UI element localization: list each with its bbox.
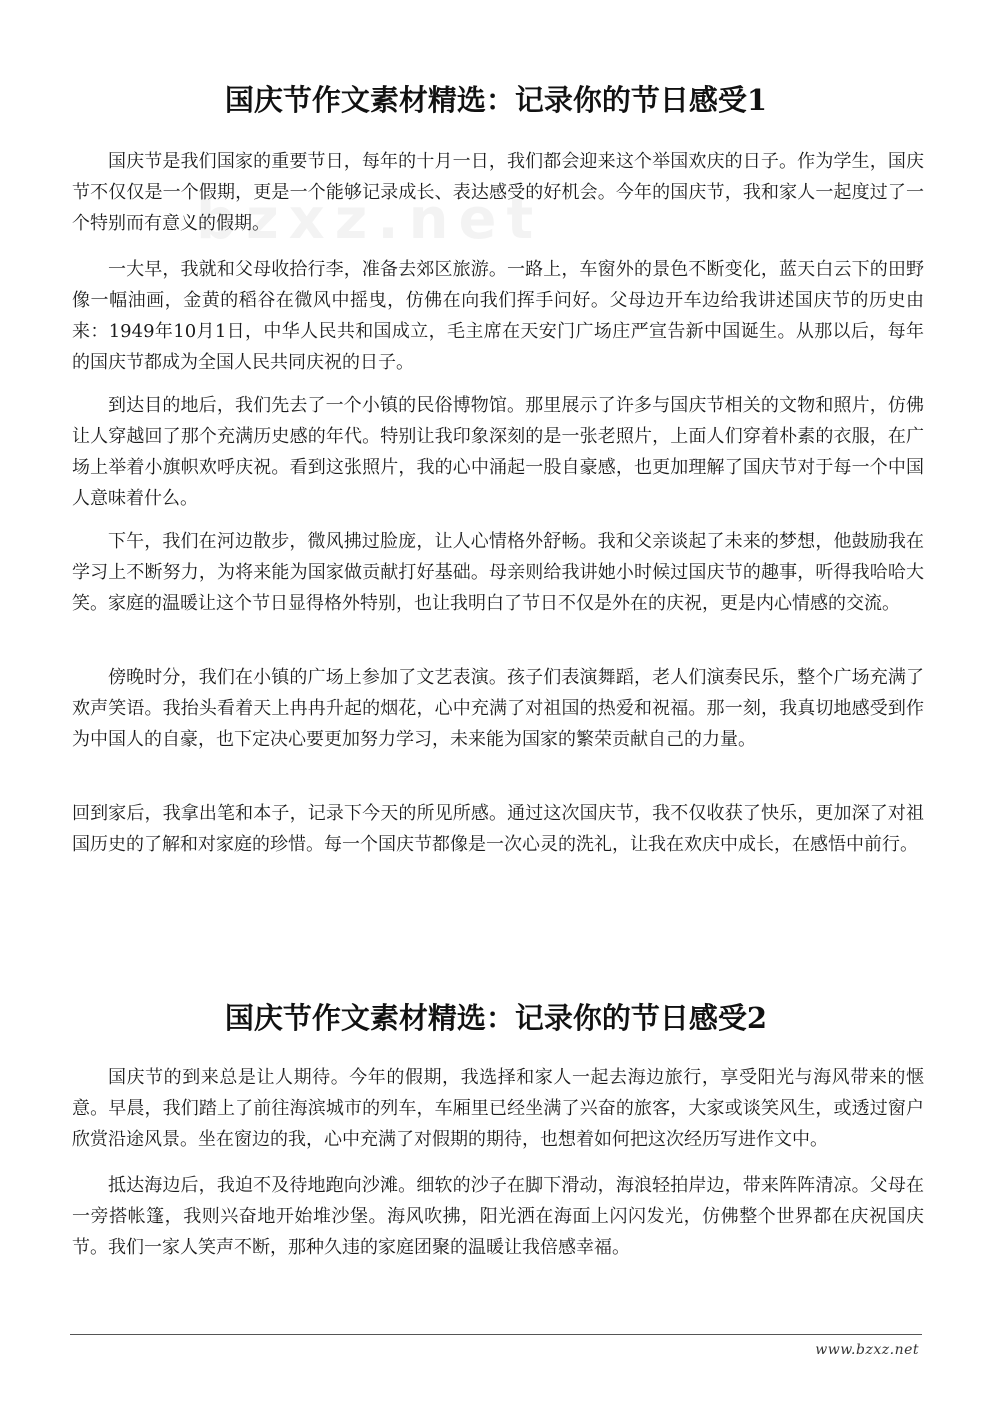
section-1-paragraph-5: 傍晚时分，我们在小镇的广场上参加了文艺表演。孩子们表演舞蹈，老人们演奏民乐，整个广场充满了欢声笑语。我抬头看着天上冉冉升起的烟花，心中充满了对祖国的热爱和祝福。那一刻，我真切地感受到作为中国人的自豪，也下定决心要更加努力学习，未来能为国家的繁荣贡献自己的力量。	[72, 667, 924, 750]
section-1-paragraph-6: 回到家后，我拿出笔和本子，记录下今天的所见所感。通过这次国庆节，我不仅收获了快乐，更加深了对祖国历史的了解和对家庭的珍惜。每一个国庆节都像是一次心灵的洗礼，让我在欢庆中成长，在感悟中前行。	[72, 803, 924, 855]
section-1-title: 国庆节作文素材精选：记录你的节日感受1	[224, 83, 768, 117]
section-2-paragraph-2: 抵达海边后，我迫不及待地跑向沙滩。细软的沙子在脚下滑动，海浪轻拍岸边，带来阵阵清凉。父母在一旁搭帐篷，我则兴奋地开始堆沙堡。海风吹拂，阳光洒在海面上闪闪发光，仿佛整个世界都在庆祝国庆节。我们一家人笑声不断，那种久违的家庭团聚的温暖让我倍感幸福。	[72, 1175, 924, 1258]
section-2-title: 国庆节作文素材精选：记录你的节日感受2	[224, 1001, 768, 1035]
footer-divider	[70, 1334, 922, 1335]
section-1-paragraph-4: 下午，我们在河边散步，微风拂过脸庞，让人心情格外舒畅。我和父亲谈起了未来的梦想，他鼓励我在学习上不断努力，为将来能为国家做贡献打好基础。母亲则给我讲她小时候过国庆节的趣事，听得我哈哈大笑。家庭的温暖让这个节日显得格外特别，也让我明白了节日不仅是外在的庆祝，更是内心情感的交流。	[72, 531, 924, 614]
section-1-paragraph-2: 一大早，我就和父母收拾行李，准备去郊区旅游。一路上，车窗外的景色不断变化，蓝天白云下的田野像一幅油画，金黄的稻谷在微风中摇曳，仿佛在向我们挥手问好。父母边开车边给我讲述国庆节的历史由来：1949年10月1日，中华人民共和国成立，毛主席在天安门广场庄严宣告新中国诞生。从那以后，每年的国庆节都成为全国人民共同庆祝的日子。	[72, 259, 924, 373]
section-1-paragraph-3: 到达目的地后，我们先去了一个小镇的民俗博物馆。那里展示了许多与国庆节相关的文物和照片，仿佛让人穿越回了那个充满历史感的年代。特别让我印象深刻的是一张老照片，上面人们穿着朴素的衣服，在广场上举着小旗帜欢呼庆祝。看到这张照片，我的心中涌起一股自豪感，也更加理解了国庆节对于每一个中国人意味着什么。	[72, 395, 924, 509]
section-1-paragraph-1: 国庆节是我们国家的重要节日，每年的十月一日，我们都会迎来这个举国欢庆的日子。作为学生，国庆节不仅仅是一个假期，更是一个能够记录成长、表达感受的好机会。今年的国庆节，我和家人一起度过了一个特别而有意义的假期。	[72, 151, 924, 234]
section-2-paragraph-1: 国庆节的到来总是让人期待。今年的假期，我选择和家人一起去海边旅行，享受阳光与海风带来的惬意。早晨，我们踏上了前往海滨城市的列车，车厢里已经坐满了兴奋的旅客，大家或谈笑风生，或透过窗户欣赏沿途风景。坐在窗边的我，心中充满了对假期的期待，也想着如何把这次经历写进作文中。	[72, 1067, 924, 1150]
footer-website-url: www.bzxz.net	[815, 1342, 919, 1358]
